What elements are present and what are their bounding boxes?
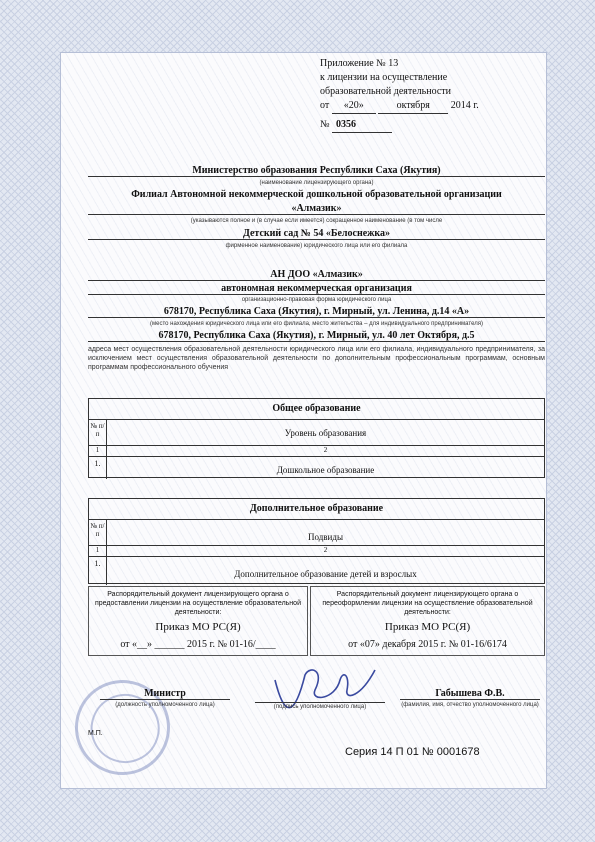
appendix-title: Приложение № 13 [320, 58, 399, 69]
org-name-line2: «Алмазик» [88, 203, 545, 215]
issue-document-order: Приказ МО РС(Я) [155, 621, 241, 633]
signer-name-caption: (фамилия, имя, отчество уполномоченного лица) [401, 702, 539, 708]
org-form: автономная некоммерческая организация [88, 283, 545, 295]
additional-col-sub: Подвиды [307, 532, 343, 542]
general-col-no: № п/п [89, 420, 107, 445]
issue-document-date: от «__» ______ 2015 г. № 01-16/____ [120, 639, 276, 650]
reissue-document-caption: Распорядительный документ лицензирующего органа о переоформлении лицензии на осуществление образовательной деятельности: [322, 591, 533, 616]
appendix-block [320, 57, 479, 133]
additional-education-title: Дополнительное образование [249, 503, 384, 514]
appendix-line2: образовательной деятельности [320, 86, 451, 97]
org-abbr: АН ДОО «Алмазик» [88, 269, 545, 281]
appendix-line1: к лицензии на осуществление [320, 72, 448, 83]
ministry-caption: (наименование лицензирующего органа) [259, 180, 374, 186]
general-data-row: 1. Дошкольное образование [89, 456, 544, 479]
general-header-row [89, 419, 544, 445]
ministry-name: Министерство образования Республики Саха (Якутия) [88, 165, 545, 177]
signer-position: Министр [100, 688, 230, 700]
org-address1: 678170, Республика Саха (Якутия), г. Мирный, ул. Ленина, д.14 «А» [88, 306, 545, 318]
issue-document-box [88, 586, 308, 656]
general-education-table [88, 398, 545, 478]
additional-number-row: 1 2 [89, 545, 544, 556]
org-address2: 678170, Республика Саха (Якутия), г. Мирный, ул. 40 лет Октября, д.5 [88, 330, 545, 342]
signer-position-caption: (должность уполномоченного лица) [115, 702, 215, 708]
general-education-title: Общее образование [272, 403, 361, 414]
org-address2-caption: адреса мест осуществления образовательной деятельности юридического лица или его филиала, индивидуального предпринимателя, за исключением мест осуществления образовательной деятельности по дополнительным профессиональным программам, основным программам профессионального обучения [88, 346, 545, 371]
stamp-place-label: М.П. [88, 730, 103, 737]
reissue-document-box [310, 586, 545, 656]
signature-caption: (подпись уполномоченного лица) [255, 702, 385, 710]
issue-document-caption: Распорядительный документ лицензирующего органа о предоставлении лицензии на осуществление образовательной деятельности: [95, 591, 301, 616]
appendix-number: № 0356 [320, 118, 479, 133]
org-short-name: Детский сад № 54 «Белоснежка» [88, 228, 545, 240]
reissue-document-order: Приказ МО РС(Я) [384, 621, 471, 633]
general-number-row: 1 2 [89, 445, 544, 456]
signer-name: Габышева Ф.В. [400, 688, 540, 700]
form-series-number: Серия 14 П 01 № 0001678 [345, 746, 480, 758]
org-address1-caption: (место нахождения юридического лица или его филиала, место жительства – для индивидуального предпринимателя) [150, 321, 483, 327]
appendix-date: от «20» октября 2014 г. [320, 99, 479, 114]
additional-header-row [89, 519, 544, 545]
org-name-caption: (указываются полное и (в случае если имеется) сокращенное наименование (в том числе [190, 218, 443, 224]
org-name-line1: Филиал Автономной некоммерческой дошкольной образовательной организации [131, 189, 502, 200]
additional-col-no: № п/п [89, 520, 107, 545]
org-short-caption: фирменное наименование) юридического лица или его филиала [225, 243, 408, 249]
additional-data-row: 1. Дополнительное образование детей и взрослых [89, 556, 544, 585]
additional-education-table [88, 498, 545, 584]
org-form-caption: организационно-правовая форма юридического лица [241, 297, 392, 303]
general-col-level: Уровень образования [284, 428, 367, 438]
reissue-document-date: от «07» декабря 2015 г. № 01-16/6174 [348, 639, 507, 650]
signature-mark [265, 660, 385, 720]
